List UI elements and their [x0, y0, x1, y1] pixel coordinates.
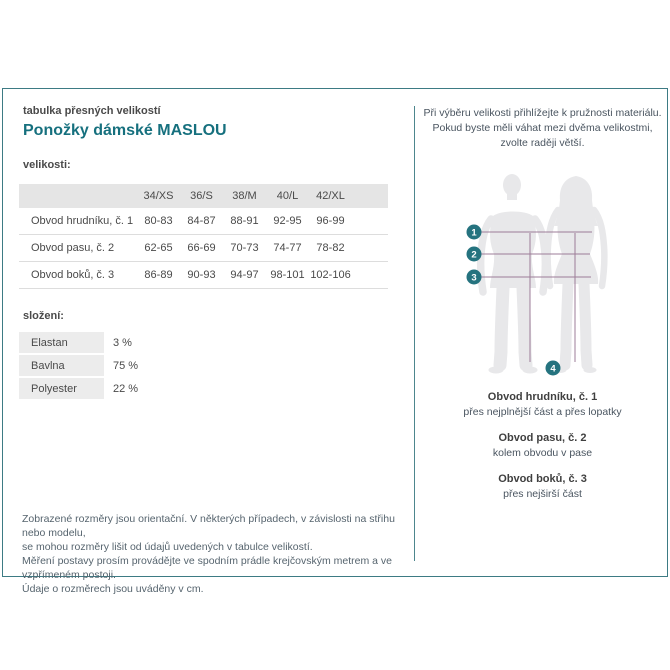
- size-value: 80-83: [144, 215, 173, 227]
- advice-line: Při výběru velikosti přihlížejte k pružnosti materiálu.: [423, 107, 662, 119]
- row-label: Obvod hrudníku, č. 1: [31, 215, 134, 227]
- advice-line: zvolte raději větší.: [500, 137, 585, 149]
- composition-table: [19, 332, 259, 401]
- size-column-header: 42/XL: [316, 190, 345, 202]
- size-value: 78-82: [316, 242, 345, 254]
- male-silhouette: [481, 174, 546, 374]
- table-row: [19, 208, 388, 235]
- measurement-figure-diagram: [441, 166, 661, 386]
- table-note: tabulka přesných velikostí: [23, 105, 161, 117]
- material-name: Polyester: [19, 378, 104, 399]
- size-value: 98-101: [270, 269, 305, 281]
- material-percent: 3 %: [113, 336, 132, 349]
- row-label: Obvod boků, č. 3: [31, 269, 115, 281]
- size-value: 96-99: [316, 215, 345, 227]
- list-item: [19, 355, 259, 376]
- list-item: [19, 332, 259, 353]
- size-value: 88-91: [230, 215, 259, 227]
- measurement-item: [420, 390, 665, 420]
- size-chart-card: [2, 88, 668, 595]
- size-column-header: 38/M: [232, 190, 257, 202]
- disclaimer-text: [22, 512, 402, 596]
- measurement-description: kolem obvodu v pase: [492, 447, 593, 459]
- measurement-description: přes nejplnější část a přes lopatky: [463, 406, 622, 418]
- measurement-name: Obvod hrudníku, č. 1: [487, 391, 598, 403]
- product-title: Ponožky dámské MASLOU: [23, 122, 227, 139]
- marker-4-number: 4: [550, 363, 556, 375]
- size-table: [19, 184, 388, 289]
- size-value: 74-77: [273, 242, 302, 254]
- material-name: Elastan: [19, 332, 104, 353]
- female-silhouette: [548, 176, 605, 373]
- material-percent: 22 %: [113, 382, 139, 395]
- size-table-header-row: [19, 184, 388, 208]
- disclaimer-line: se mohou rozměry lišit od údajů uvedených v tabulce velikostí.: [22, 541, 313, 553]
- material-name: Bavlna: [19, 355, 104, 376]
- sizes-section-label: velikosti:: [23, 159, 71, 171]
- size-value: 92-95: [273, 215, 302, 227]
- size-advice-text: [420, 106, 665, 151]
- size-value: 66-69: [187, 242, 216, 254]
- size-value: 102-106: [310, 269, 351, 281]
- marker-2-number: 2: [471, 249, 477, 261]
- size-column-header: 36/S: [190, 190, 213, 202]
- measurement-descriptions: [420, 390, 665, 513]
- disclaimer-line: Měření postavy prosím provádějte ve spodním prádle krejčovským metrem a ve vzpřímeném postoji.: [22, 555, 392, 581]
- row-label: Obvod pasu, č. 2: [31, 242, 115, 254]
- measurement-name: Obvod boků, č. 3: [498, 473, 587, 485]
- vertical-divider: [414, 106, 415, 561]
- list-item: [19, 378, 259, 399]
- material-percent: 75 %: [113, 359, 139, 372]
- size-value: 84-87: [187, 215, 216, 227]
- size-value: 70-73: [230, 242, 259, 254]
- size-value: 94-97: [230, 269, 259, 281]
- table-row: [19, 262, 388, 289]
- composition-section-label: složení:: [23, 310, 64, 322]
- size-value: 62-65: [144, 242, 173, 254]
- measurement-item: [420, 472, 665, 502]
- size-value: 90-93: [187, 269, 216, 281]
- measurement-name: Obvod pasu, č. 2: [498, 432, 587, 444]
- size-value: 86-89: [144, 269, 173, 281]
- size-column-header: 40/L: [276, 190, 299, 202]
- measurement-description: přes nejširší část: [503, 488, 582, 500]
- size-column-header: 34/XS: [143, 190, 174, 202]
- advice-line: Pokud byste měli váhat mezi dvěma velikostmi,: [432, 122, 653, 134]
- body-silhouettes-diagram: [441, 166, 661, 386]
- table-row: [19, 235, 388, 262]
- marker-3-number: 3: [471, 272, 477, 284]
- measurement-item: [420, 431, 665, 461]
- disclaimer-line: Zobrazené rozměry jsou orientační. V některých případech, v závislosti na střihu nebo modelu,: [22, 513, 395, 539]
- disclaimer-line: Údaje o rozměrech jsou uváděny v cm.: [22, 583, 204, 595]
- marker-1-number: 1: [471, 227, 477, 239]
